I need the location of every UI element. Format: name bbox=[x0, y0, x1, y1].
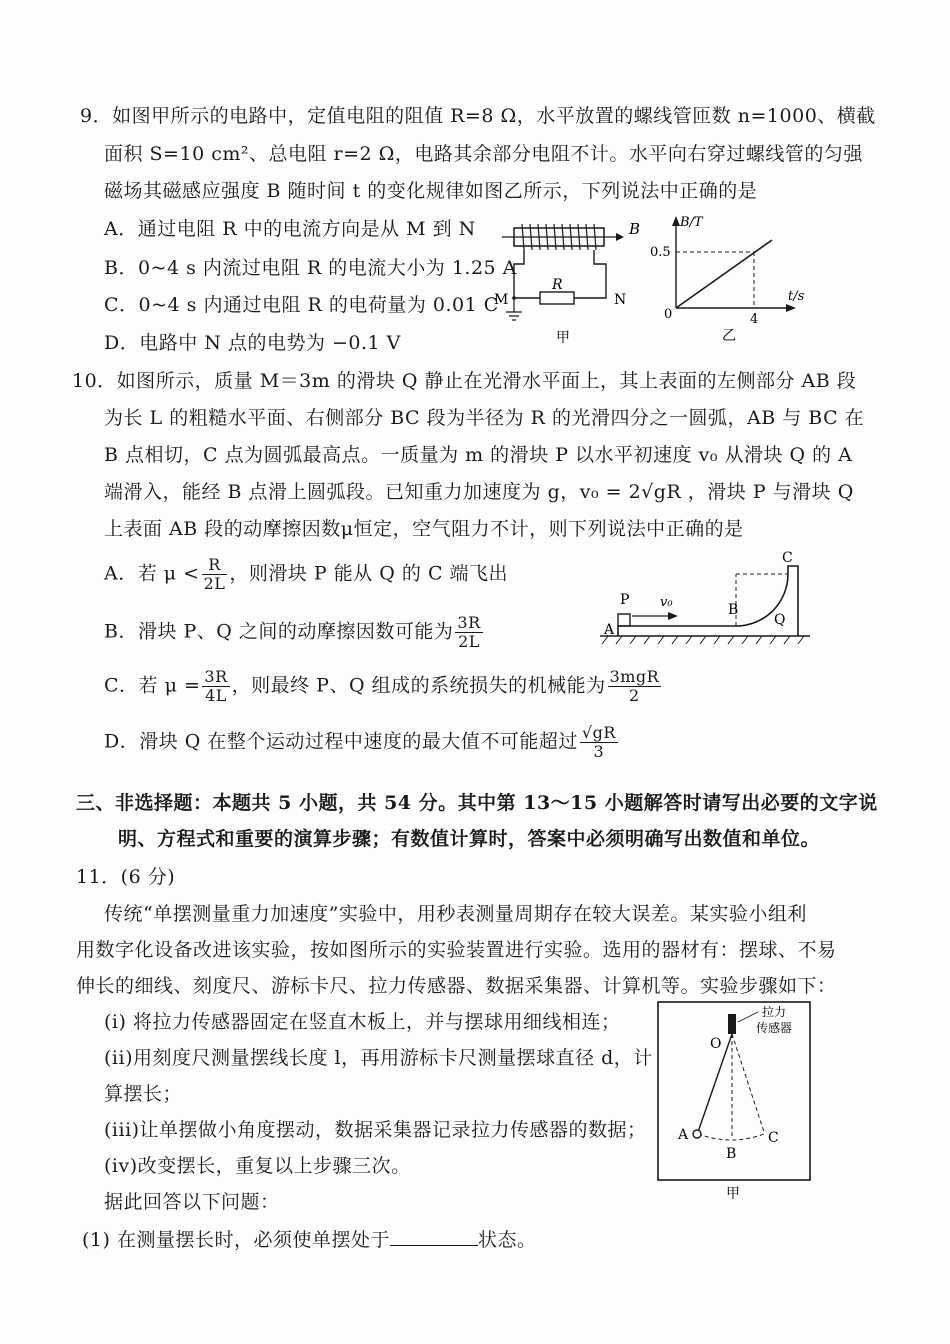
label-b: B bbox=[728, 602, 739, 618]
label-p: P bbox=[620, 592, 630, 608]
label-r: R bbox=[552, 277, 563, 293]
sensor-label-2: 传感器 bbox=[756, 1021, 793, 1035]
resistor-r bbox=[540, 292, 574, 304]
force-sensor bbox=[728, 1014, 736, 1034]
q11-step-2: (ii)用刻度尺测量摆线长度 l，再用游标卡尺测量摆球直径 d，计 bbox=[104, 1047, 653, 1069]
q10-stem-line-5: 上表面 AB 段的动摩擦因数μ恒定，空气阻力不计，则下列说法中正确的是 bbox=[104, 518, 744, 540]
q10-stem-line-3: B 点相切，C 点为圆弧最高点。一质量为 m 的滑块 P 以水平初速度 v₀ 从滑块 Q 的 A bbox=[104, 444, 853, 466]
label-n: N bbox=[614, 292, 627, 308]
q11-title: 11．(6 分) bbox=[76, 866, 176, 888]
origin-label: 0 bbox=[664, 307, 673, 322]
q11-intro-3: 伸长的细线、刻度尺、游标卡尺、拉力传感器、数据采集器、计算机等。实验步骤如下： bbox=[76, 975, 837, 997]
label-m: M bbox=[494, 292, 509, 308]
q9-option-c: C．0~4 s 内通过电阻 R 的电荷量为 0.01 C bbox=[104, 294, 499, 316]
label-a: A bbox=[604, 622, 615, 638]
x-tick: 4 bbox=[750, 312, 759, 327]
q10-option-a: A．若 μ < $\frac{R}{2L}$ ，则滑块 P 能从 Q 的 C 端飞出 bbox=[104, 555, 509, 593]
q9-option-d: D．电路中 N 点的电势为 −0.1 V bbox=[104, 332, 401, 354]
q11-intro-2: 用数字化设备改进该实验，按如图所示的实验装置进行实验。选用的器材有：摆球、不易 bbox=[76, 939, 837, 961]
q10-stem-line-1: 10．如图所示，质量 M＝3m 的滑块 Q 静止在光滑水平面上，其上表面的左侧部分 AB 段 bbox=[72, 370, 857, 392]
q11-intro-1: 传统“单摆测量重力加速度”实验中，用秒表测量周期存在较大误差。某实验小组利 bbox=[104, 903, 807, 925]
section3-line-2: 明、方程式和重要的演算步骤；有数值计算时，答案中必须明确写出数值和单位。 bbox=[118, 828, 821, 850]
pendulum-ball bbox=[693, 1130, 701, 1138]
slider-q bbox=[618, 566, 798, 636]
q11-step-1: (i) 将拉力传感器固定在竖直木板上，并与摆球用细线相连； bbox=[104, 1011, 621, 1033]
q11-step-4: (iv)改变摆长，重复以上步骤三次。 bbox=[104, 1155, 411, 1177]
y-tick: 0.5 bbox=[650, 245, 671, 260]
ground-icon bbox=[506, 298, 522, 320]
q9-bt-graph bbox=[650, 210, 810, 350]
q10-stem-line-4: 端滑入，能经 B 点滑上圆弧段。已知重力加速度为 g，v₀ = 2√gR ，滑块 P 与滑块 Q bbox=[104, 481, 854, 503]
q9-stem-line-2: 面积 S=10 cm²、总电阻 r=2 Ω，电路其余部分电阻不计。水平向右穿过螺线管的匀强 bbox=[104, 143, 863, 165]
q10-stem-line-2: 为长 L 的粗糙水平面、右侧部分 BC 段为半径为 R 的光滑四分之一圆弧，AB 与 BC 在 bbox=[104, 407, 865, 429]
q9-circuit-figure bbox=[488, 212, 648, 352]
label-b: B bbox=[726, 1146, 737, 1162]
q10-option-d: D．滑块 Q 在整个运动过程中速度的最大值不可能超过 $\frac{√gR}{3}$ bbox=[104, 723, 616, 761]
label-c: C bbox=[768, 1130, 779, 1146]
q9-option-b: B．0~4 s 内流过电阻 R 的电流大小为 1.25 A bbox=[104, 257, 517, 279]
q10-option-c: C．若 μ = $\frac{3R}{4L}$ ，则最终 P、Q 组成的系统损失的机械能为 $\frac{\text{3mgR}}{2}$ bbox=[104, 667, 660, 705]
label-o: O bbox=[710, 1036, 722, 1052]
caption-yi: 乙 bbox=[722, 328, 736, 344]
q9-option-a: A．通过电阻 R 中的电流方向是从 M 到 N bbox=[104, 218, 476, 240]
q11-step-2-cont: 算摆长； bbox=[104, 1083, 183, 1105]
q10-option-b: B．滑块 P、Q 之间的动摩擦因数可能为 $\frac{3R}{2L}$ bbox=[104, 613, 481, 651]
label-a: A bbox=[678, 1127, 689, 1143]
answer-blank bbox=[390, 1227, 478, 1246]
section3-line-1: 三、非选择题：本题共 5 小题，共 54 分。其中第 13～15 小题解答时请写出必要的文字说 bbox=[76, 792, 878, 814]
label-q: Q bbox=[774, 612, 786, 628]
xlabel: t/s bbox=[788, 289, 805, 304]
label-c: C bbox=[782, 550, 793, 566]
b-line bbox=[676, 240, 772, 308]
ylabel: B/T bbox=[680, 215, 703, 230]
q11-prompt: 据此回答以下问题： bbox=[104, 1191, 280, 1213]
sensor-label-1: 拉力 bbox=[762, 1005, 787, 1019]
q11-sub1: (1) 在测量摆长时，必须使单摆处于 状态。 bbox=[82, 1229, 537, 1251]
q11-step-3: (iii)让单摆做小角度摆动，数据采集器记录拉力传感器的数据； bbox=[104, 1119, 647, 1141]
q11-pendulum-figure bbox=[652, 996, 820, 1204]
label-v0: v₀ bbox=[660, 595, 673, 610]
label-b: B bbox=[629, 220, 641, 238]
caption-jia: 甲 bbox=[726, 1186, 740, 1202]
q9-stem-line-1: 9．如图甲所示的电路中，定值电阻的阻值 R=8 Ω，水平放置的螺线管匝数 n=1000、横截 bbox=[80, 105, 876, 127]
q9-stem-line-3: 磁场其磁感应强度 B 随时间 t 的变化规律如图乙所示，下列说法中正确的是 bbox=[104, 180, 758, 202]
caption-jia: 甲 bbox=[556, 330, 570, 346]
ground-hatch bbox=[602, 636, 804, 644]
q10-slider-figure bbox=[598, 548, 818, 648]
slider-p bbox=[618, 614, 630, 626]
